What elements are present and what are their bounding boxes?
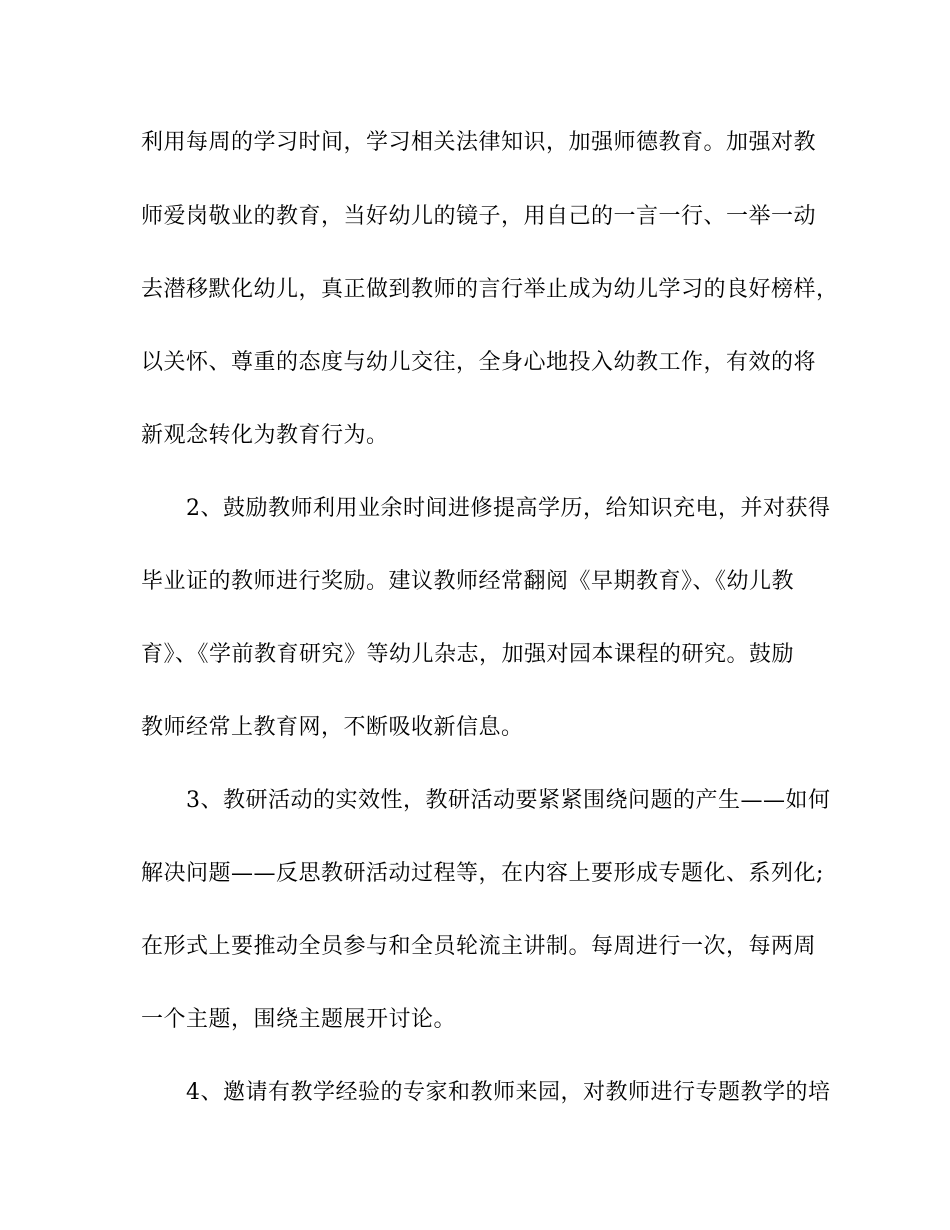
paragraph-line: 新观念转化为教育行为。 <box>141 423 389 448</box>
paragraph-line: 一个主题，围绕主题展开讨论。 <box>141 1007 457 1032</box>
paragraph-line: 在形式上要推动全员参与和全员轮流主讲制。每周进行一次，每两周 <box>141 934 817 959</box>
paragraph-line: 2、鼓励教师利用业余时间进修提高学历，给知识充电，并对获得 <box>186 496 831 521</box>
paragraph-line: 解决问题——反思教研活动过程等，在内容上要形成专题化、系列化; <box>141 861 824 886</box>
paragraph-line: 教师经常上教育网，不断吸收新信息。 <box>141 715 524 740</box>
paragraph-line: 4、邀请有教学经验的专家和教师来园，对教师进行专题教学的培 <box>186 1080 831 1105</box>
paragraph-line: 去潜移默化幼儿，真正做到教师的言行举止成为幼儿学习的良好榜样， <box>141 277 839 302</box>
paragraph-line: 以关怀、尊重的态度与幼儿交往，全身心地投入幼教工作，有效的将 <box>141 350 817 375</box>
paragraph-line: 毕业证的教师进行奖励。建议教师经常翻阅《早期教育》、《幼儿教 <box>141 569 795 594</box>
paragraph-line: 利用每周的学习时间，学习相关法律知识，加强师德教育。加强对教 <box>141 130 817 155</box>
paragraph-line: 3、教研活动的实效性，教研活动要紧紧围绕问题的产生——如何 <box>186 788 831 813</box>
paragraph-line: 育》、《学前教育研究》等幼儿杂志，加强对园本课程的研究。鼓励 <box>141 642 795 667</box>
paragraph-line: 师爱岗敬业的教育，当好幼儿的镜子，用自己的一言一行、一举一动 <box>141 204 817 229</box>
